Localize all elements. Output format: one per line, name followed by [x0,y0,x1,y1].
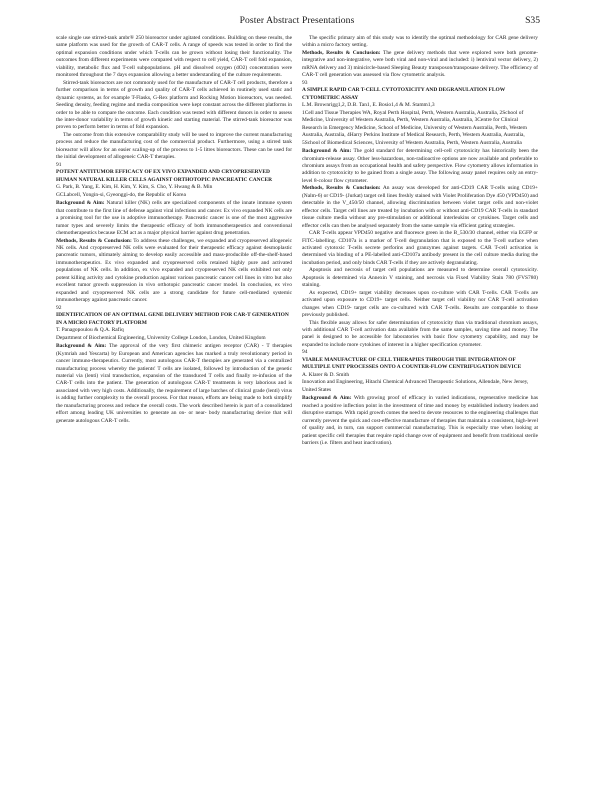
section-lead: Methods, Results & Conclusion: [302,185,381,192]
abstract-authors: L.M. Brownrigg1,2, D.B. Tan1, E. Bosio1,4 & M. Stamm1,3 [302,102,435,109]
left-column [56,35,292,425]
abstract-authors: A. Klarer & D. Smith [302,371,350,378]
abstract-title: IDENTIFICATION OF AN OPTIMAL GENE DELIVERY METHOD FOR CAR-T GENERATION IN A MICRO FACTORY PLATFORM [56,312,289,326]
section-lead: Background & Aim: [56,343,107,350]
intro-paragraph: The specific primary aim of this study was to identify the optimal methodology for CAR gene delivery within a micro factory setting. [302,35,538,49]
section-text: The gene delivery methods that were explored were both genome-integrative and non-integrative, were both viral and non-viral and included: i) lentiviral vector delivery, 2) mRNA delivery and 3) minicircle-based Sleeping Beauty transposon/transposase delivery. The efficiency of CAR-T cell generation was assessed via flow cytometric analysis. [302,49,538,79]
abstract-number: 92 [56,304,62,311]
abstract-section [56,343,292,425]
intro-paragraph: The outcome from this extensive comparability study will be used to improve the current manufacturing process and reduce the manufacturing cost of the commercial product. Furthermore, using a stirred tank bioreactor will allow for an easier scaling-up of the process to 1-5 litres bioreactors. These can be used for the initial development of allogeneic CAR-T therapies. [56,131,292,161]
abstract-affiliation: Department of Biochemical Engineering, University College London, London, United Kingdom [56,334,266,341]
abstract-authors: G. Park, B. Yang, E. Kim, H. Kim, Y. Kim, S. Cho, Y. Hwang & B. Min [56,184,213,191]
section-text: To address these challenges, we expanded and cryopreserved allogeneic NK cells. And cryopreserved NK cells were evaluated for their therapeutic efficacy against desmoplastic pancreatic tumors, ultimately aiming to develop easily accessible and mass-producible off-the-shelf-based immunotherapeutics. Ex vivo expanded and cryopreserved cells retained highly pure and activated populations of NK cells. In addition, ex vivo expanded and cryopreserved NK cells exhibited not only potent killing activity and cytokine production against various pancreatic cancer cell lines in vitro but also excellent tumor growth suppression in vivo orthotopic pancreatic cancer model. In conclusion, ex vivo expanded and cryopreserved NK cells are a strong candidate for future cell-mediated systemic immunotherapy against pancreatic cancer. [56,237,292,304]
body-paragraph: CAR T-cells appear VPD450 negative and fluoresce green in the B_530/30 channel, either via EGFP or FITC-labelling. CD107a is a marker of T-cell degranulation that is exposed to the T-cell surface when activated cytotoxic T-cells secrete perforins and granzymes against targets. CAR T-cell activation is determined via binding of a PE-labelled anti-CD107a antibody present in the cell culture media during the incubation period, and only binds CAR T-cells if they are actively degranulating. [302,230,538,266]
abstract-affiliation: 1Cell and Tissue Therapies WA, Royal Perth Hospital, Perth, Western Australia, Australia, 2School of Medicine, University of Western Australia, Perth, Western Australia, Australia, 3Centre for Clinical Research in Emergency Medicine, School of Medicine, University of Western Australia, Perth, Western Australia, Australia, 4Harry Perkins Institute of Medical Research, Perth, Western Australia, Australia, 5School of Biomedical Sciences, University of Western Australia, Perth, Western Australia, Australia [302,109,528,146]
body-paragraph: As expected, CD19+ target viability decreases upon co-culture with CAR T-cells. CAR T-cells are activated upon exposure to CD19+ target cells. Neither target cell viability nor CAR T-cell activation changes when CD19- target cells are co-cultured with CAR T-cells. Results are comparable to those previously published. [302,289,538,319]
section-lead: Methods, Results & Conclusion: [302,49,381,56]
section-text: An assay was developed for anti-CD19 CAR T-cells using CD19+ (Nalm-6) or CD19- (Jurkat) target cell lines freshly stained with Violet Proliferation Dye 450 (VPD450) and detectable in the V_450/50 channel, allowing discrimination between violet target cells and non-violet effector cells. Target cell lines are treated by incubation with or without anti-CD19 CAR T-cells in standard tissue culture media without any pre-stimulation or additional interleukins or cytokines. Target cells and effector cells can then be analysed separately from the same sample via efficient gating strategies. [302,185,538,229]
abstract-section [56,238,292,305]
abstract-affiliation: Innovation and Engineering, Hitachi Chemical Advanced Therapeutic Solutions, Allendale, New Jersey, United States [302,379,529,393]
right-column [302,35,538,447]
section-lead: Background & Aim: [56,200,105,207]
section-text: The gold standard for determining cell-cell cytotoxicity has historically been the chromium-release assay. Other less-hazardous, non-radioactive options are now available and preferable to chromium assays from an occupational health and safety perspective. Flow cytometry allows information in addition to cytotoxicity to be gained from a single assay. The following assay panel requires only an entry-level 8-colour flow cytometer. [302,148,538,184]
abstract-title: A SIMPLE RAPID CAR T-CELL CYTOTOXICITY AND DEGRANULATION FLOW CYTOMETRIC ASSAY [302,87,506,101]
intro-paragraph: scale single use stirred-tank ambr® 250 bioreactor under agitated conditions. Building on these results, the same platform was used for the growth of CAR-T cells. A range of speeds was tested in order to find the optimal expansion conditions under which T-cells can be grown without losing their functionality. The outcomes from different experiments were compared with respect to cell yield, CAR-T cell fold expansion, viability, metabolic flux and T-cell subpopulations. pH and dissolved oxygen (dO2) concentration were monitored throughout the 7 days expansion allowing a better understanding of the culture requirements. [56,35,292,79]
abstract-title: POTENT ANTITUMOR EFFICACY OF EX VIVO EXPANDED AND CRYOPRESERVED HUMAN NATURAL KILLER CELLS AGAINST ORTHOTOPIC PANCREATIC CANCER [56,169,273,183]
page-header [0,0,594,40]
abstract-number: 93 [302,79,308,86]
abstract-number: 94 [302,349,308,356]
running-title: Poster Abstract Presentations [239,15,355,26]
abstract-authors: T. Panagopoulou & Q.A. Rafiq [56,327,124,334]
section-text: The approval of the very first chimeric antigen receptor (CAR) - T therapies (Kymriah and Yescarta) by European and American agencies has marked a truly revolutionary period in cancer immuno-therapeutics. Currently, most autologous CAR-T therapies are generated via a centralized manufacturing process whereby the patients' T cells are isolated, followed by introduction of the genetic material via (lenti) viral transduction, expansion of the transduced T cells and finally re-infusion of the CAR-T cells into the patient. The generation of autologous CAR-T treatments is very laborious and is associated with very high costs. Additionally, the requirement of large batches of clinical grade (lenti) virus is adding further complexity to the overall process. For that reason, efforts are being made to both simplify the manufacturing process and reduce the overall costs. The work described herein is part of a consolidated effort among leading UK universities to generate an on- or near- body manufacturing device that will generate autologous CAR-T cells. [56,343,292,424]
abstract-affiliation: GCLabcell, Yongin-si, Gyeonggi-do, the Republic of Korea [56,191,186,198]
body-paragraph: This flexible assay allows for safer determination of cytotoxicity than via traditional chromium assays, with additional CAR T-cell activation data available from the same samples, saving time and money. The panel is designed to be accessible for laboratories with basic flow cytometry capability, and may be expanded to include more cytokines of interest in a higher specification cytometer. [302,319,538,348]
abstract-section [302,50,538,80]
body-paragraph: Apoptosis and necrosis of target cell populations are measured to determine overall cytotoxicity. Apoptosis is determined via Annexin V staining, and necrosis via Fixed Viability Stain 780 (FVS780) staining. [302,267,538,289]
section-lead: Background & Aim: [302,395,352,402]
section-text: With growing proof of efficacy in varied indications, regenerative medicine has reached a positive inflection point in the investment of time and money by established industry leaders and disruptive startups. With rapid growth comes the need to devote resources to the engineering challenges that currently prevent the quick and cost-effective manufacture of therapies that maintain a consistent, high-level of quality and, in turn, can support commercial manufacturing. This is especially true when looking at patient specific cell therapies that require rapid change over of equipment and benefit from traditional sterile barriers (i.e. filters and heat inactivation). [302,395,538,447]
abstract-section [302,148,538,185]
intro-paragraph: Stirred-tank bioreactors are not commonly used for the manufacture of CAR-T cell products, therefore a further comparison in terms of growth and quality of CAR-T cells achieved in routinely used static and dynamic systems, as for example T-Flasks, G-Rex platform and Rocking Motion bioreactors, was needed. Seeding density, feeding regime and media composition were kept constant across the different platforms in order to be able to compare the outcome. Each condition was tested with different donors in order to assess the inter-donor variability in terms of growth kinetic and starting material. The stirred-tank bioreactor was proven to perform better in terms of fold expansion. [56,79,292,131]
section-lead: Methods, Results & Conclusion: [56,237,132,244]
abstract-section [302,185,538,230]
section-text: Natural killer (NK) cells are specialized components of the innate immune system that contribute to the first line of defense against viral infections and cancer. Ex vivo expanded NK cells are a promising tool for the use in adoptive immunotherapy. Pancreatic cancer is one of the most aggressive tumor types and severely limits the therapeutic efficacy of both immunotherapeutics and conventional chemotherapeutics because ECM act as a major physical barrier against drug penetration. [56,200,292,237]
page-number: S35 [525,15,540,26]
abstract-title: VIABLE MANUFACTURE OF CELL THERAPIES THROUGH THE INTEGRATION OF MULTIPLE UNIT PROCESSES ONTO A COUNTER-FLOW CENTRIFUGATION DEVICE [302,356,522,371]
abstract-section [302,395,538,447]
abstract-section [56,200,292,237]
section-lead: Background & Aim: [302,148,352,155]
abstract-number: 91 [56,161,62,168]
